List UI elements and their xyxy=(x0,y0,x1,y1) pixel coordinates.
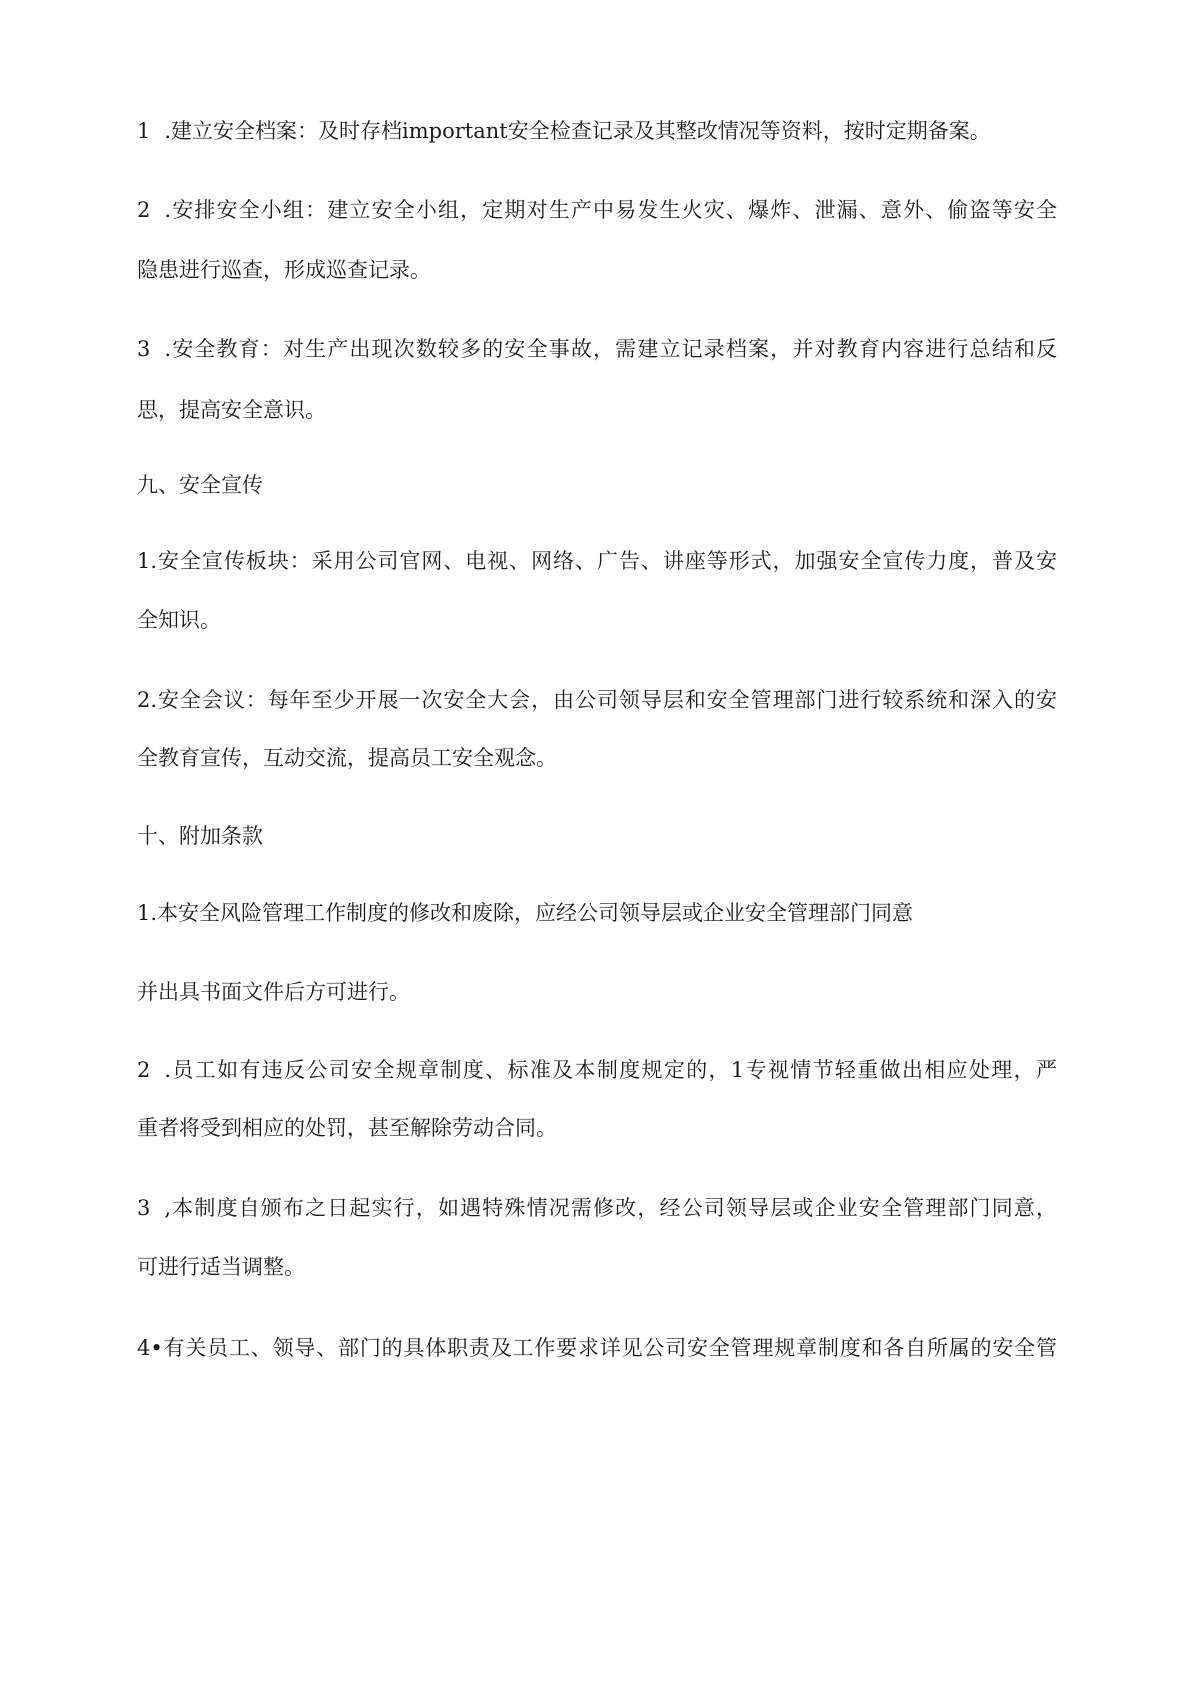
effective-paragraph-line-1 xyxy=(137,1193,1057,1223)
item-number: 2 xyxy=(137,1058,151,1082)
safety-meeting-line-1: 2.安全会议：每年至少开展一次安全大会，由公司领导层和安全管理部门进行较系统和深入的安 xyxy=(137,688,1057,712)
team-paragraph-line-2: 隐患进行巡查，形成巡查记录。 xyxy=(137,258,431,282)
effective-paragraph-line-2: 可进行适当调整。 xyxy=(137,1255,305,1279)
item-text: .安全教育：对生产出现次数较多的安全事故，需建立记录档案，并对教育内容进行总结和反 xyxy=(164,337,1057,361)
violation-paragraph-line-1 xyxy=(137,1055,1057,1085)
publicity-board-line-2: 全知识。 xyxy=(137,608,221,632)
archive-paragraph-line-1 xyxy=(137,116,1057,146)
violation-paragraph-line-2: 重者将受到相应的处罚，甚至解除劳动合同。 xyxy=(137,1116,557,1140)
amendment-paragraph-line-1: 1.本安全风险管理工作制度的修改和废除，应经公司领导层或企业安全管理部门同意 xyxy=(137,901,914,925)
education-paragraph-line-2: 思，提高安全意识。 xyxy=(137,398,326,422)
education-paragraph-line-1 xyxy=(137,334,1057,364)
item-number: 3 xyxy=(137,1196,151,1220)
amendment-paragraph-line-2: 并出具书面文件后方可进行。 xyxy=(137,980,410,1004)
responsibilities-paragraph-line-1: 4•有关员工、领导、部门的具体职责及工作要求详见公司安全管理规章制度和各自所属的安全管 xyxy=(137,1336,1057,1360)
safety-meeting-line-2: 全教育宣传，互动交流，提高员工安全观念。 xyxy=(137,746,557,770)
publicity-board-line-1: 1.安全宣传板块：采用公司官网、电视、网络、广告、讲座等形式，加强安全宣传力度，普及安 xyxy=(137,549,1057,573)
item-text: ,本制度自颁布之日起实行，如遇特殊情况需修改，经公司领导层或企业安全管理部门同意， xyxy=(164,1196,1057,1220)
item-number: 1 xyxy=(137,119,151,143)
item-number: 3 xyxy=(137,337,151,361)
section-heading-additional-terms: 十、附加条款 xyxy=(137,824,263,848)
item-number: 2 xyxy=(137,198,151,222)
item-text: .员工如有违反公司安全规章制度、标准及本制度规定的，1专视情节轻重做出相应处理，严 xyxy=(164,1058,1057,1082)
item-text: .建立安全档案：及时存档important安全检查记录及其整改情况等资料，按时定期备案。 xyxy=(164,119,991,143)
item-text: .安排安全小组：建立安全小组，定期对生产中易发生火灾、爆炸、泄漏、意外、偷盗等安全 xyxy=(164,198,1057,222)
team-paragraph-line-1 xyxy=(137,195,1057,225)
section-heading-publicity: 九、安全宣传 xyxy=(137,473,263,497)
